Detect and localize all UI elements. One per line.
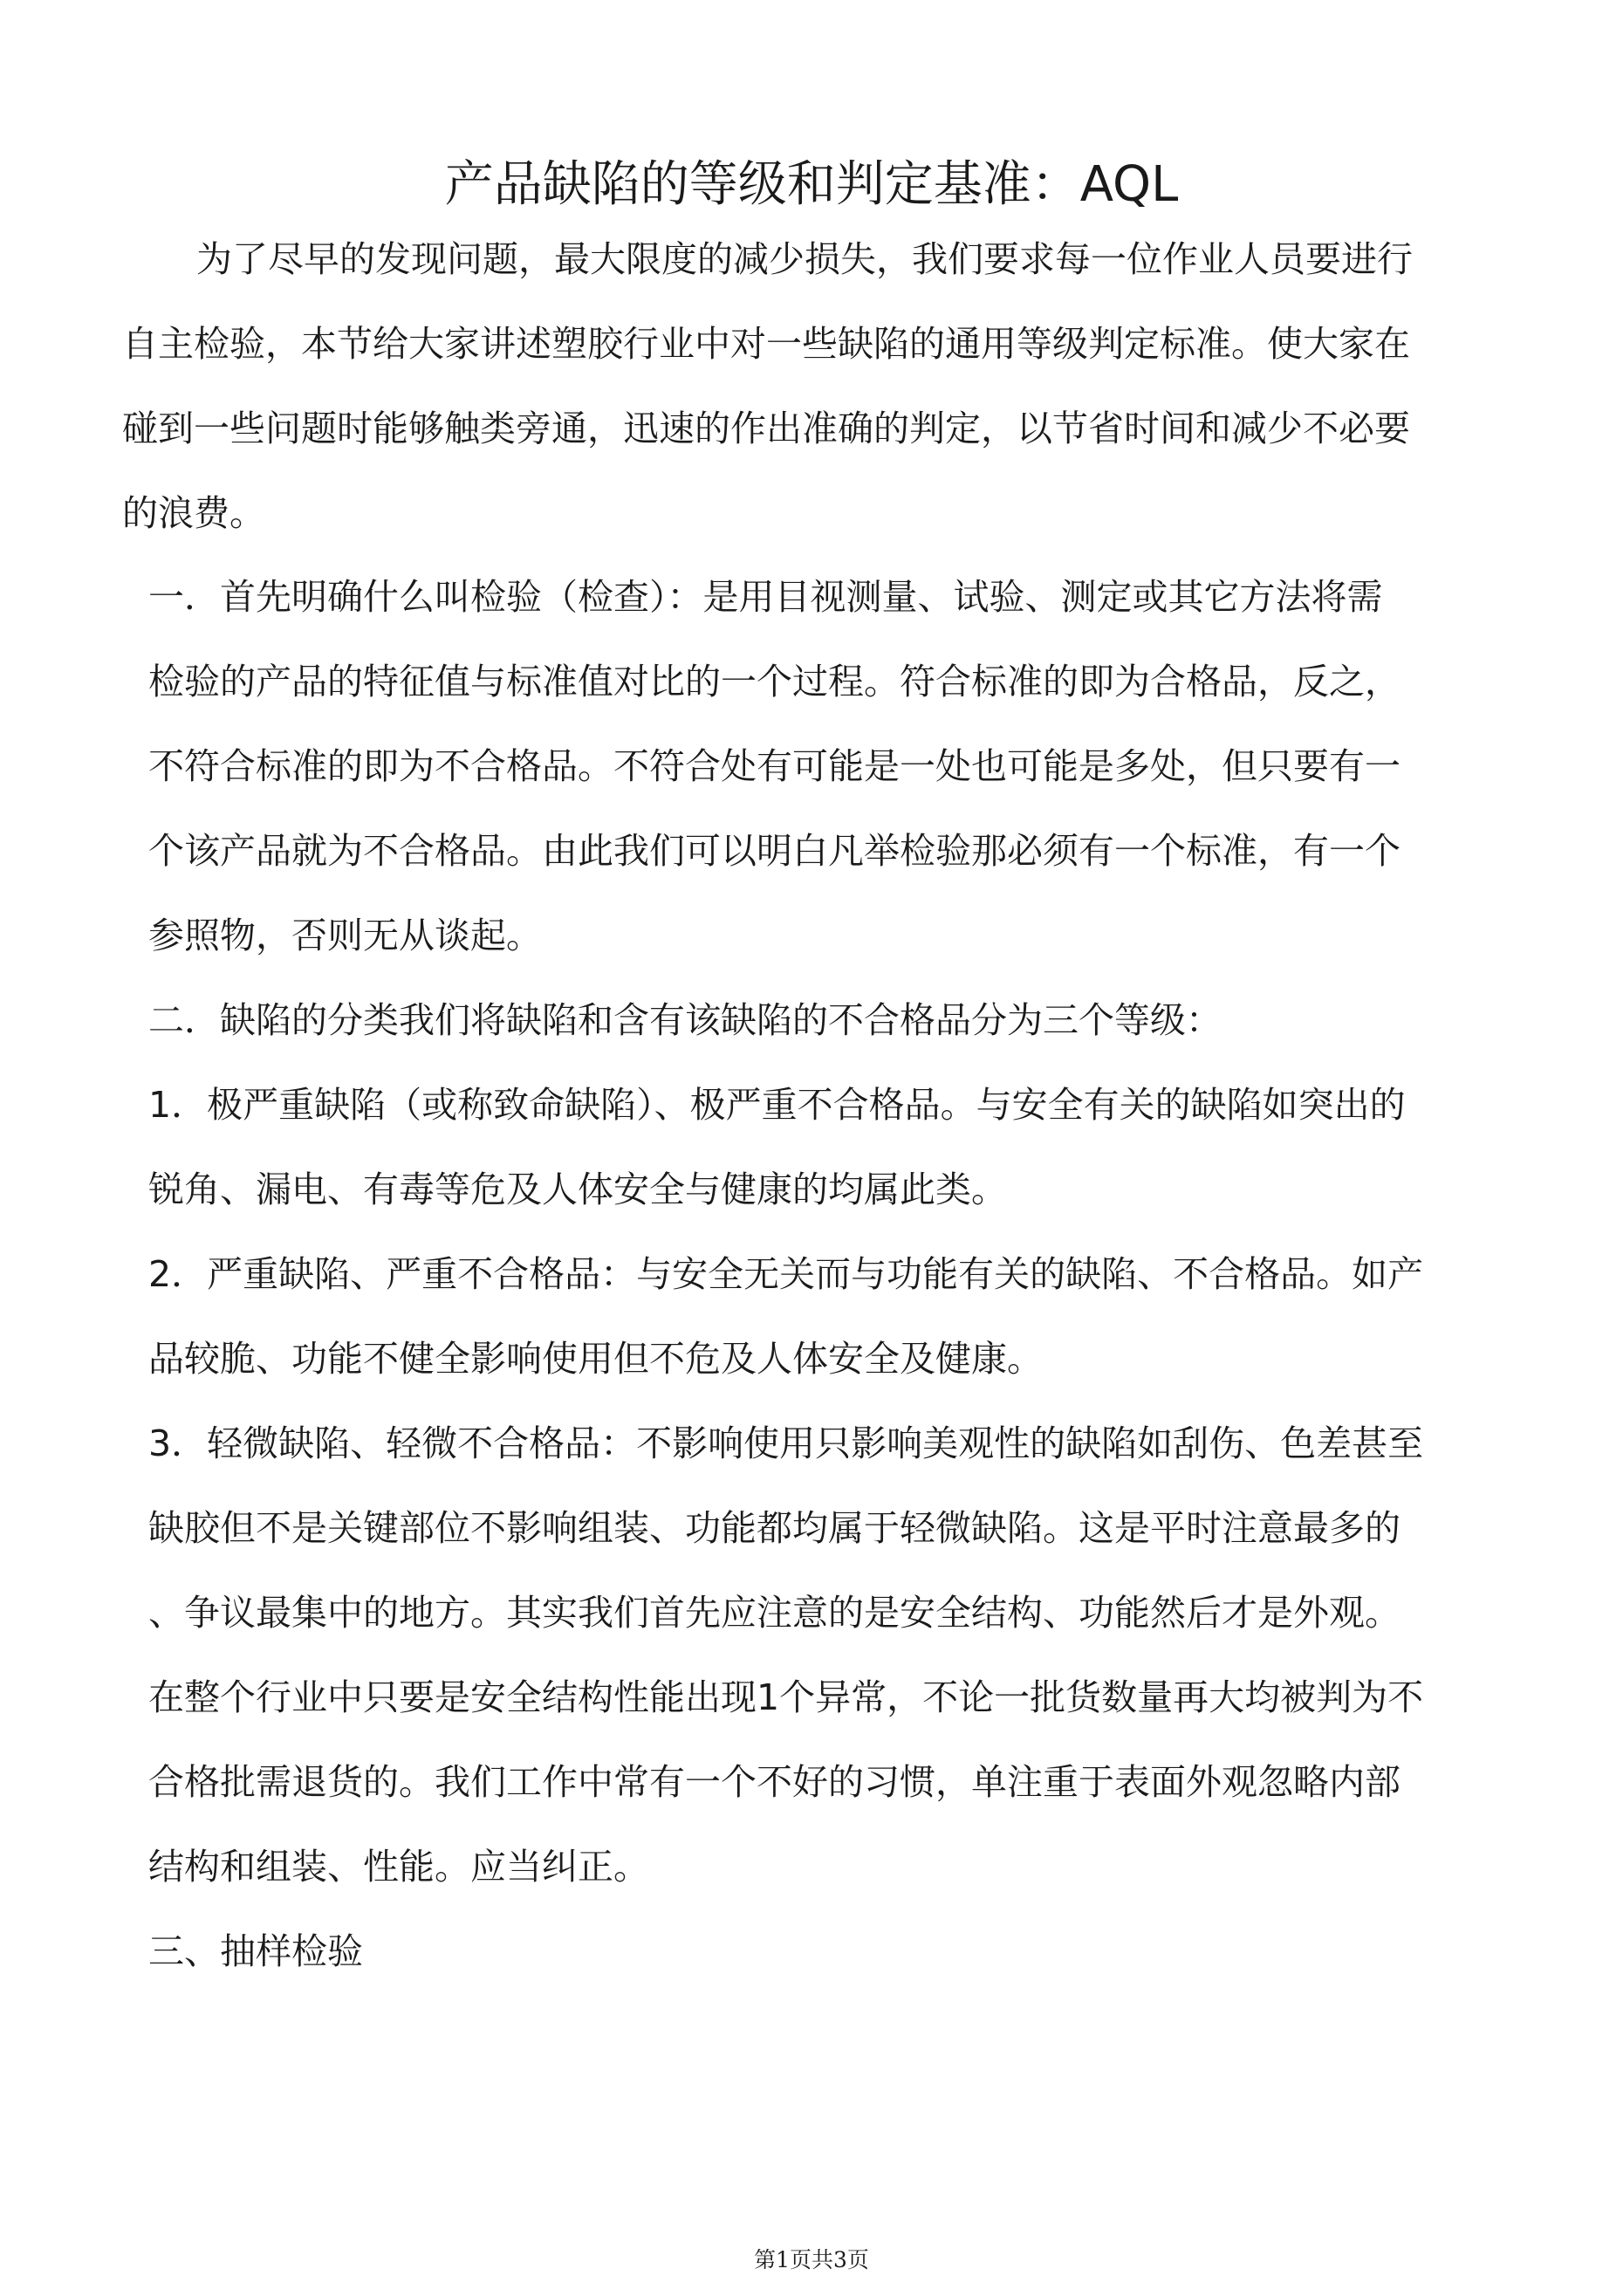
- section-one-line-5: 参照物，否则无从谈起。: [148, 915, 542, 956]
- item-1-line-2: 锐角、漏电、有毒等危及人体安全与健康的均属此类。: [148, 1169, 1007, 1210]
- item-3-line-3: 、争议最集中的地方。其实我们首先应注意的是安全结构、功能然后才是外观。: [148, 1592, 1400, 1634]
- section-three-heading: 三、抽样检验: [148, 1930, 363, 1972]
- item-2-line-2: 品较脆、功能不健全影响使用但不危及人体安全及健康。: [148, 1338, 1043, 1380]
- page-number-footer: 第1页共3页: [754, 2247, 869, 2272]
- intro-line-3: 碰到一些问题时能够触类旁通，迅速的作出准确的判定，以节省时间和减少不必要: [122, 408, 1410, 449]
- document-title: 产品缺陷的等级和判定基准：AQL: [444, 156, 1179, 213]
- intro-line-2: 自主检验，本节给大家讲述塑胶行业中对一些缺陷的通用等级判定标准。使大家在: [122, 323, 1410, 365]
- intro-line-4: 的浪费。: [122, 492, 265, 534]
- item-3-line-2: 缺胶但不是关键部位不影响组装、功能都均属于轻微缺陷。这是平时注意最多的: [148, 1507, 1400, 1549]
- item-3-line-4: 在整个行业中只要是安全结构性能出现1个异常，不论一批货数量再大均被判为不: [148, 1676, 1424, 1718]
- section-one-line-1: 一．首先明确什么叫检验（检查）：是用目视测量、试验、测定或其它方法将需: [148, 576, 1383, 618]
- item-3-line-6: 结构和组装、性能。应当纠正。: [148, 1846, 649, 1888]
- intro-line-1: 为了尽早的发现问题，最大限度的减少损失，我们要求每一位作业人员要进行: [196, 238, 1413, 280]
- item-2-line-1: 2．严重缺陷、严重不合格品：与安全无关而与功能有关的缺陷、不合格品。如产: [148, 1253, 1424, 1295]
- section-one-line-4: 个该产品就为不合格品。由此我们可以明白凡举检验那必须有一个标准，有一个: [148, 830, 1400, 872]
- item-3-line-5: 合格批需退货的。我们工作中常有一个不好的习惯，单注重于表面外观忽略内部: [148, 1761, 1400, 1803]
- section-one-line-2: 检验的产品的特征值与标准值对比的一个过程。符合标准的即为合格品，反之，: [148, 661, 1400, 703]
- item-1-line-1: 1．极严重缺陷（或称致命缺陷）、极严重不合格品。与安全有关的缺陷如突出的: [148, 1084, 1406, 1126]
- section-one-line-3: 不符合标准的即为不合格品。不符合处有可能是一处也可能是多处，但只要有一: [148, 745, 1400, 787]
- item-3-line-1: 3．轻微缺陷、轻微不合格品：不影响使用只影响美观性的缺陷如刮伤、色差甚至: [148, 1422, 1424, 1464]
- section-two-heading: 二．缺陷的分类我们将缺陷和含有该缺陷的不合格品分为三个等级：: [148, 999, 1222, 1041]
